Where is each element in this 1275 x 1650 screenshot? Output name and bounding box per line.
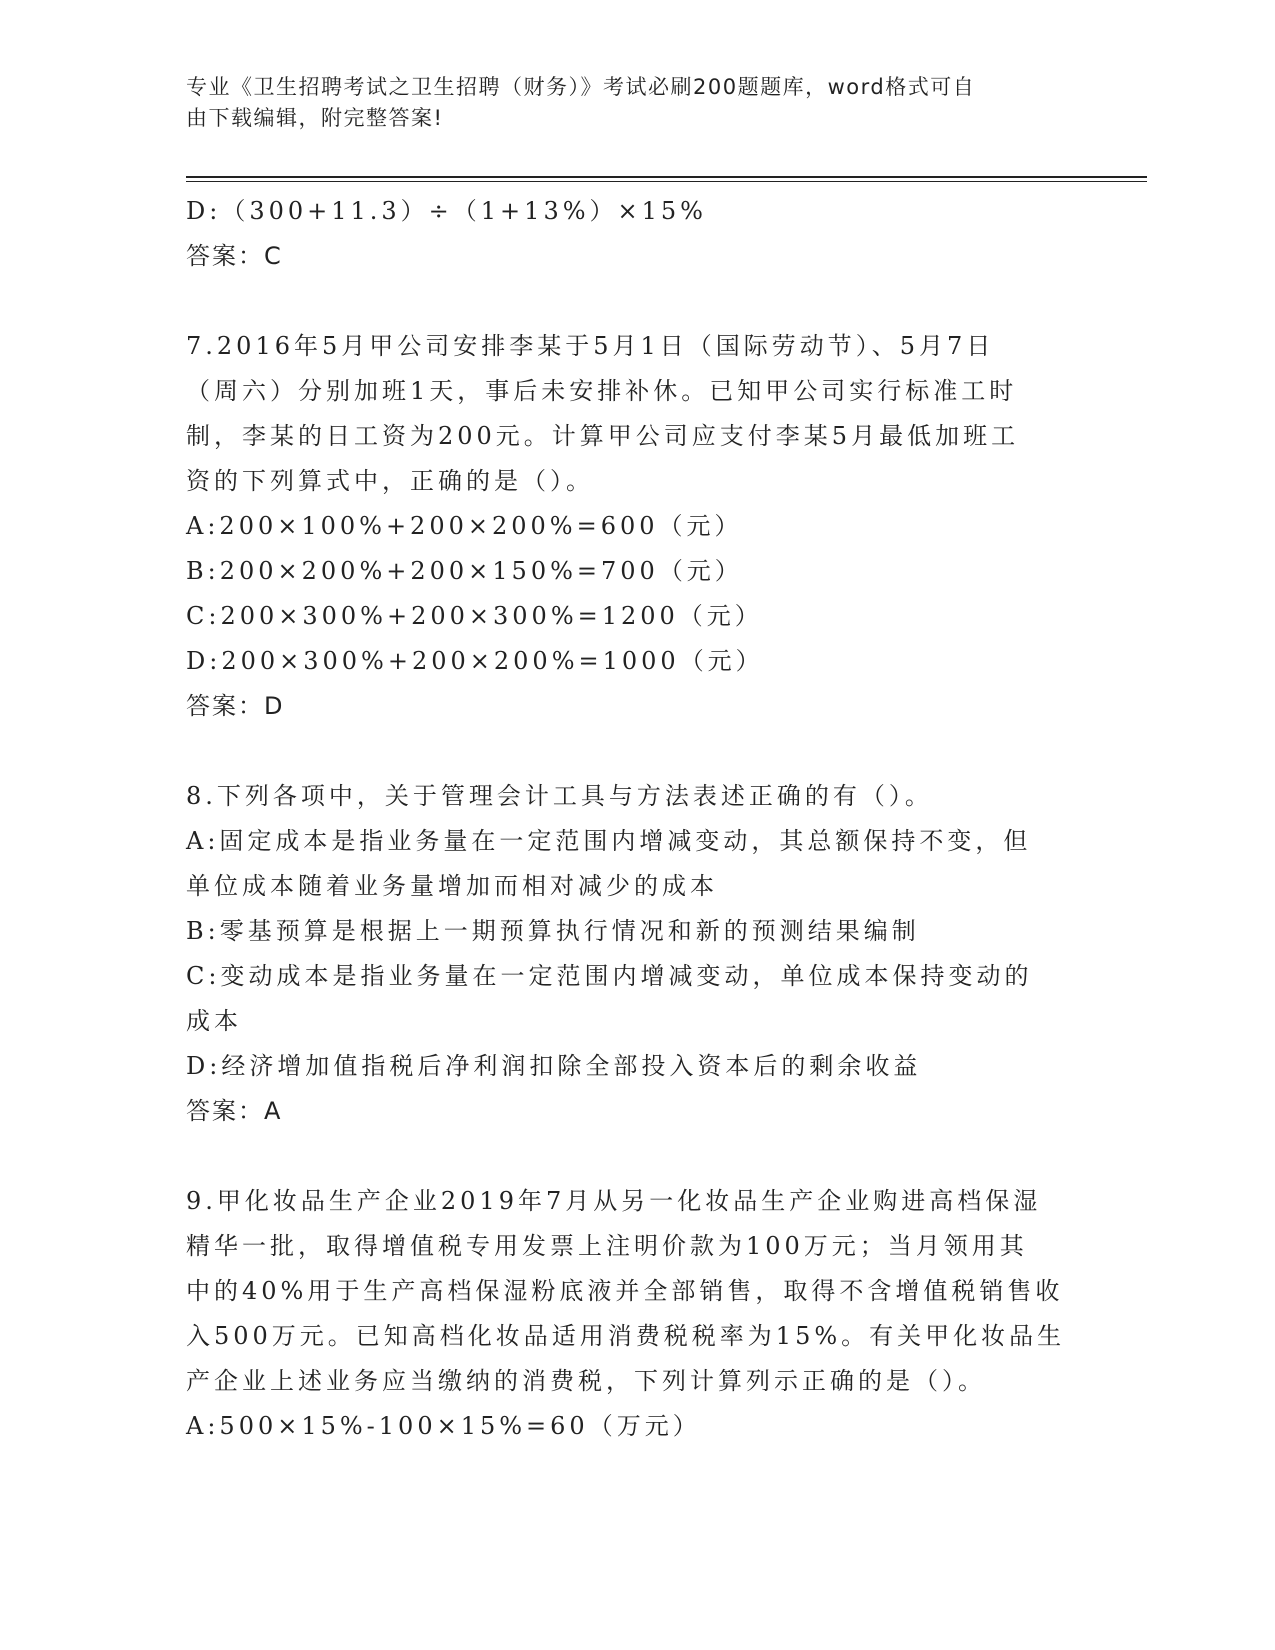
document-body (186, 189, 1086, 1449)
question-9-stem-line: 入500万元。已知高档化妆品适用消费税税率为15%。有关甲化妆品生 (186, 1322, 1066, 1350)
question-9-stem-line: 精华一批，取得增值税专用发票上注明价款为100万元；当月领用其 (186, 1232, 1028, 1260)
question-8-option-a: A:固定成本是指业务量在一定范围内增减变动，其总额保持不变，但 (186, 827, 1032, 855)
question-7-stem-line: 7.2016年5月甲公司安排李某于5月1日（国际劳动节）、5月7日 (186, 332, 995, 360)
spacer (186, 1134, 1086, 1179)
question-9-stem-line: 产企业上述业务应当缴纳的消费税，下列计算列示正确的是（）。 (186, 1367, 986, 1395)
question-8-option-c: C:变动成本是指业务量在一定范围内增减变动，单位成本保持变动的 (186, 962, 1033, 990)
spacer (186, 279, 1086, 324)
question-8-option-c-cont: 成本 (186, 1007, 242, 1035)
question-7-option-d: D:200×300%+200×200%=1000（元） (186, 647, 764, 675)
question-7-option-b: B:200×200%+200×150%=700（元） (186, 557, 743, 585)
question-7-stem-line: 资的下列算式中，正确的是（）。 (186, 467, 594, 495)
document-header (186, 72, 1066, 134)
question-8 (186, 774, 1086, 1134)
question-8-answer: 答案：A (186, 1097, 283, 1125)
prev-question-option-d: D:（300+11.3）÷（1+13%）×15% (186, 197, 707, 225)
question-9-stem-line: 中的40%用于生产高档保湿粉底液并全部销售，取得不含增值税销售收 (186, 1277, 1064, 1305)
prev-question-answer: 答案：C (186, 242, 283, 270)
question-9-stem-line: 9.甲化妆品生产企业2019年7月从另一化妆品生产企业购进高档保湿 (186, 1187, 1042, 1215)
question-8-option-a-cont: 单位成本随着业务量增加而相对减少的成本 (186, 872, 718, 900)
header-line-2: 由下载编辑，附完整答案! (186, 106, 444, 130)
header-line-1: 专业《卫生招聘考试之卫生招聘（财务）》考试必刷200题题库，word格式可自 (186, 75, 976, 99)
question-8-option-d: D:经济增加值指税后净利润扣除全部投入资本后的剩余收益 (186, 1052, 922, 1080)
question-7-answer: 答案：D (186, 692, 285, 720)
question-7-stem-line: 制，李某的日工资为200元。计算甲公司应支付李某5月最低加班工 (186, 422, 1020, 450)
header-rule-thin (186, 181, 1147, 182)
header-rule-thick (186, 176, 1147, 178)
question-9 (186, 1179, 1086, 1449)
question-7 (186, 324, 1086, 729)
question-8-stem-line: 8.下列各项中，关于管理会计工具与方法表述正确的有（）。 (186, 782, 933, 810)
spacer (186, 729, 1086, 774)
question-8-option-b: B:零基预算是根据上一期预算执行情况和新的预测结果编制 (186, 917, 920, 945)
question-7-option-a: A:200×100%+200×200%=600（元） (186, 512, 743, 540)
question-9-option-a: A:500×15%-100×15%=60（万元） (186, 1412, 701, 1440)
question-7-option-c: C:200×300%+200×300%=1200（元） (186, 602, 763, 630)
question-7-stem-line: （周六）分别加班1天，事后未安排补休。已知甲公司实行标准工时 (186, 377, 1018, 405)
